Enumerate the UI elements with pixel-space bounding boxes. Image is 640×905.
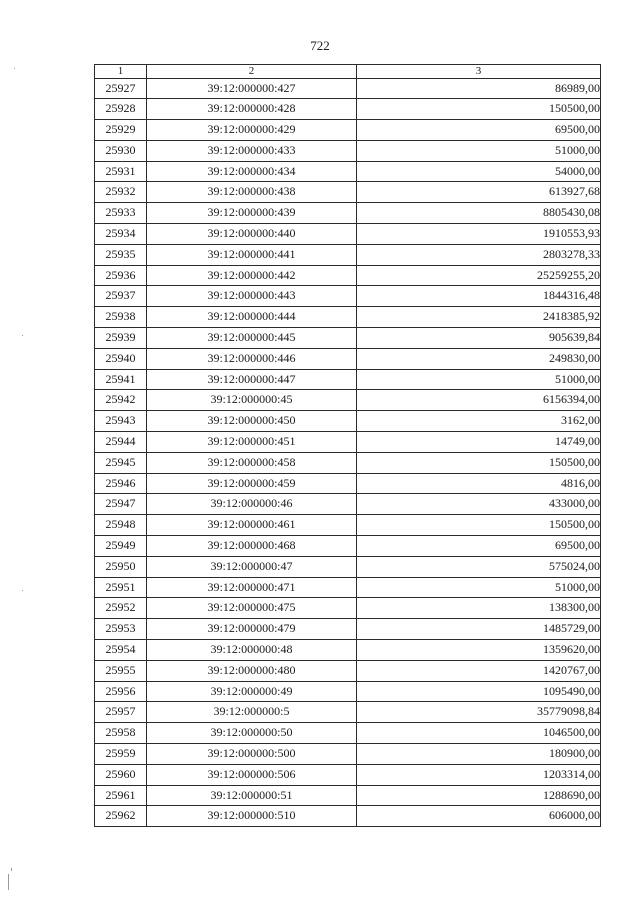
table-row: [95, 660, 601, 681]
table-row: [95, 244, 601, 265]
cadastral-number: 39:12:000000:480: [147, 660, 357, 681]
cadastral-number: 39:12:000000:510: [147, 806, 357, 827]
row-number: 25948: [95, 515, 147, 536]
table-row: [95, 78, 601, 99]
row-number: 25935: [95, 244, 147, 265]
table-row: [95, 764, 601, 785]
cadastral-value: 1046500,00: [357, 723, 601, 744]
cadastral-value: 1095490,00: [357, 681, 601, 702]
row-number: 25943: [95, 411, 147, 432]
cadastral-value: 1910553,93: [357, 224, 601, 245]
scan-mark: [14, 68, 15, 69]
row-number: 25956: [95, 681, 147, 702]
cadastral-number: 39:12:000000:442: [147, 265, 357, 286]
row-number: 25954: [95, 640, 147, 661]
cadastral-number: 39:12:000000:461: [147, 515, 357, 536]
table-row: [95, 390, 601, 411]
cadastral-number: 39:12:000000:429: [147, 120, 357, 141]
cadastral-value: 1203314,00: [357, 764, 601, 785]
row-number: 25929: [95, 120, 147, 141]
cadastral-number: 39:12:000000:48: [147, 640, 357, 661]
row-number: 25937: [95, 286, 147, 307]
cadastral-value: 1420767,00: [357, 660, 601, 681]
cadastral-value: 249830,00: [357, 348, 601, 369]
table-row: [95, 328, 601, 349]
table-row: [95, 369, 601, 390]
table-row: [95, 598, 601, 619]
row-number: 25945: [95, 452, 147, 473]
cadastral-number: 39:12:000000:50: [147, 723, 357, 744]
table-row: [95, 785, 601, 806]
scan-mark: [22, 590, 23, 591]
cadastral-value: 86989,00: [357, 78, 601, 99]
cadastral-number: 39:12:000000:5: [147, 702, 357, 723]
cadastral-value: 2418385,92: [357, 307, 601, 328]
cadastral-value: 69500,00: [357, 536, 601, 557]
row-number: 25938: [95, 307, 147, 328]
cadastral-number: 39:12:000000:428: [147, 99, 357, 120]
table-row: [95, 494, 601, 515]
cadastral-value: 150500,00: [357, 99, 601, 120]
row-number: 25952: [95, 598, 147, 619]
table-row: [95, 120, 601, 141]
cadastral-value: 54000,00: [357, 161, 601, 182]
cadastral-value: 1844316,48: [357, 286, 601, 307]
row-number: 25949: [95, 536, 147, 557]
row-number: 25962: [95, 806, 147, 827]
cadastral-number: 39:12:000000:479: [147, 619, 357, 640]
cadastral-value: 433000,00: [357, 494, 601, 515]
cadastral-number: 39:12:000000:439: [147, 203, 357, 224]
row-number: 25951: [95, 577, 147, 598]
cadastral-number: 39:12:000000:438: [147, 182, 357, 203]
cadastral-number: 39:12:000000:458: [147, 452, 357, 473]
row-number: 25941: [95, 369, 147, 390]
table-row: [95, 161, 601, 182]
cadastral-value: 14749,00: [357, 432, 601, 453]
row-number: 25950: [95, 556, 147, 577]
table-row: [95, 473, 601, 494]
row-number: 25958: [95, 723, 147, 744]
cadastral-value: 1288690,00: [357, 785, 601, 806]
cadastral-value: 51000,00: [357, 140, 601, 161]
table-row: [95, 536, 601, 557]
cadastral-number: 39:12:000000:51: [147, 785, 357, 806]
cadastral-value: 180900,00: [357, 744, 601, 765]
cadastral-number: 39:12:000000:450: [147, 411, 357, 432]
column-header-2: 2: [147, 65, 357, 79]
row-number: 25927: [95, 78, 147, 99]
table-row: [95, 411, 601, 432]
table-row: [95, 265, 601, 286]
row-number: 25942: [95, 390, 147, 411]
scan-mark: [22, 335, 23, 336]
table-row: [95, 723, 601, 744]
cadastral-value: 3162,00: [357, 411, 601, 432]
cadastral-number: 39:12:000000:427: [147, 78, 357, 99]
row-number: 25961: [95, 785, 147, 806]
table-row: [95, 640, 601, 661]
table-row: [95, 348, 601, 369]
table-row: [95, 432, 601, 453]
row-number: 25939: [95, 328, 147, 349]
cadastral-number: 39:12:000000:471: [147, 577, 357, 598]
cadastral-number: 39:12:000000:46: [147, 494, 357, 515]
cadastral-value: 51000,00: [357, 577, 601, 598]
cadastral-value: 150500,00: [357, 515, 601, 536]
table-row: [95, 140, 601, 161]
cadastral-value: 138300,00: [357, 598, 601, 619]
cadastral-value: 575024,00: [357, 556, 601, 577]
cadastral-value: 6156394,00: [357, 390, 601, 411]
cadastral-number: 39:12:000000:500: [147, 744, 357, 765]
cadastral-number: 39:12:000000:475: [147, 598, 357, 619]
cadastral-number: 39:12:000000:47: [147, 556, 357, 577]
table-row: [95, 702, 601, 723]
row-number: 25955: [95, 660, 147, 681]
table-row: [95, 556, 601, 577]
table-row: [95, 286, 601, 307]
column-header-1: 1: [95, 65, 147, 79]
row-number: 25930: [95, 140, 147, 161]
cadastral-value: 1485729,00: [357, 619, 601, 640]
cadastral-number: 39:12:000000:443: [147, 286, 357, 307]
row-number: 25957: [95, 702, 147, 723]
cadastral-number: 39:12:000000:434: [147, 161, 357, 182]
cadastral-number: 39:12:000000:506: [147, 764, 357, 785]
row-number: 25944: [95, 432, 147, 453]
table-header: [95, 65, 601, 79]
cadastral-value: 2803278,33: [357, 244, 601, 265]
cadastral-value: 150500,00: [357, 452, 601, 473]
table-header-row: [95, 65, 601, 79]
table-row: [95, 203, 601, 224]
cadastral-number: 39:12:000000:447: [147, 369, 357, 390]
cadastral-number: 39:12:000000:45: [147, 390, 357, 411]
cadastral-value-table: [94, 64, 601, 827]
row-number: 25946: [95, 473, 147, 494]
table-row: [95, 182, 601, 203]
table-row: [95, 307, 601, 328]
table-row: [95, 619, 601, 640]
table-row: [95, 99, 601, 120]
row-number: 25931: [95, 161, 147, 182]
cadastral-number: 39:12:000000:440: [147, 224, 357, 245]
row-number: 25940: [95, 348, 147, 369]
row-number: 25947: [95, 494, 147, 515]
cadastral-number: 39:12:000000:433: [147, 140, 357, 161]
row-number: 25933: [95, 203, 147, 224]
row-number: 25959: [95, 744, 147, 765]
cadastral-value: 905639,84: [357, 328, 601, 349]
cadastral-number: 39:12:000000:444: [147, 307, 357, 328]
cadastral-value: 4816,00: [357, 473, 601, 494]
table-row: [95, 515, 601, 536]
page-number: 722: [310, 38, 330, 53]
cadastral-value: 1359620,00: [357, 640, 601, 661]
cadastral-number: 39:12:000000:49: [147, 681, 357, 702]
row-number: 25953: [95, 619, 147, 640]
table-row: [95, 224, 601, 245]
row-number: 25936: [95, 265, 147, 286]
cadastral-number: 39:12:000000:451: [147, 432, 357, 453]
table-row: [95, 681, 601, 702]
cadastral-number: 39:12:000000:446: [147, 348, 357, 369]
row-number: 25934: [95, 224, 147, 245]
cadastral-number: 39:12:000000:459: [147, 473, 357, 494]
cadastral-number: 39:12:000000:445: [147, 328, 357, 349]
row-number: 25928: [95, 99, 147, 120]
scan-mark: [11, 868, 12, 871]
cadastral-value: 606000,00: [357, 806, 601, 827]
row-number: 25960: [95, 764, 147, 785]
column-header-3: 3: [357, 65, 601, 79]
table-body: [95, 78, 601, 827]
cadastral-value: 613927,68: [357, 182, 601, 203]
cadastral-value: 35779098,84: [357, 702, 601, 723]
table-row: [95, 806, 601, 827]
scan-mark: [8, 874, 9, 890]
cadastral-value: 69500,00: [357, 120, 601, 141]
table-row: [95, 452, 601, 473]
cadastral-value: 8805430,08: [357, 203, 601, 224]
row-number: 25932: [95, 182, 147, 203]
table-row: [95, 577, 601, 598]
cadastral-value: 51000,00: [357, 369, 601, 390]
cadastral-number: 39:12:000000:468: [147, 536, 357, 557]
table-row: [95, 744, 601, 765]
cadastral-number: 39:12:000000:441: [147, 244, 357, 265]
cadastral-value: 25259255,20: [357, 265, 601, 286]
